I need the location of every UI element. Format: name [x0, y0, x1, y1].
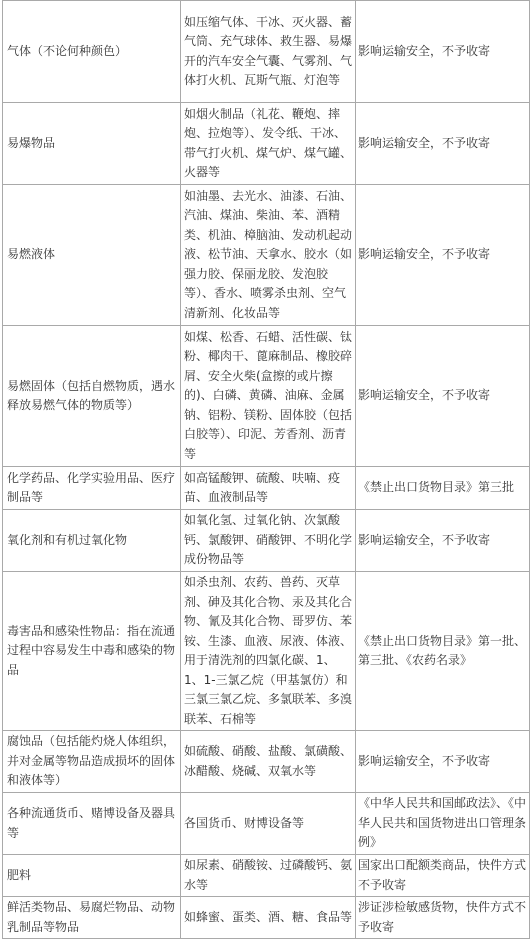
examples-cell: 各国货币、财博设备等	[181, 793, 356, 855]
examples-cell: 如压缩气体、干冰、灭火器、蓄气筒、充气球体、救生器、易爆开的汽车安全气囊、气雾剂、气体打火机、瓦斯气瓶、灯泡等	[181, 1, 356, 103]
table-row	[3, 793, 530, 855]
category-cell: 化学药品、化学实验用品、医疗制品等	[3, 467, 181, 510]
examples-cell: 如硫酸、硝酸、盐酸、氯磺酸、冰醋酸、烧碱、双氧水等	[181, 731, 356, 793]
reason-cell: 影响运输安全，不予收寄	[356, 731, 530, 793]
examples-cell: 如蜂蜜、蛋类、酒、糖、食品等	[181, 897, 356, 939]
examples-cell: 如氧化氢、过氧化钠、次氯酸钙、氯酸钾、硝酸钾、不明化学成份物品等	[181, 510, 356, 572]
examples-cell: 如油墨、去光水、油漆、石油、汽油、煤油、柴油、苯、酒精类、机油、樟脑油、发动机起动液、松节油、天拿水、胶水（如强力胶、保丽龙胶、发泡胶等）、香水、喷雾杀虫剂、空气清新剂、化妆品等	[181, 185, 356, 326]
reason-cell: 影响运输安全，不予收寄	[356, 326, 530, 467]
category-cell: 各种流通货币、赌博设备及器具等	[3, 793, 181, 855]
category-cell: 鲜活类物品、易腐烂物品、动物乳制品等物品	[3, 897, 181, 939]
table-row	[3, 103, 530, 185]
category-cell: 易燃液体	[3, 185, 181, 326]
examples-cell: 如尿素、硝酸铵、过磷酸钙、氨水等	[181, 855, 356, 897]
table-row	[3, 326, 530, 467]
category-cell: 易燃固体（包括自燃物质，遇水释放易燃气体的物质等）	[3, 326, 181, 467]
reason-cell: 影响运输安全，不予收寄	[356, 1, 530, 103]
table-row	[3, 510, 530, 572]
table-row	[3, 897, 530, 939]
table-row	[3, 731, 530, 793]
category-cell: 氧化剂和有机过氧化物	[3, 510, 181, 572]
category-cell: 肥料	[3, 855, 181, 897]
category-cell: 气体（不论何种颜色）	[3, 1, 181, 103]
table-row	[3, 572, 530, 731]
reason-cell: 影响运输安全，不予收寄	[356, 103, 530, 185]
category-cell: 腐蚀品（包括能灼烧人体组织，并对金属等物品造成损坏的固体和液体等）	[3, 731, 181, 793]
reason-cell: 影响运输安全，不予收寄	[356, 185, 530, 326]
table-row	[3, 1, 530, 103]
table-row	[3, 855, 530, 897]
category-cell: 毒害品和感染性物品：指在流通过程中容易发生中毒和感染的物品	[3, 572, 181, 731]
reason-cell: 国家出口配额类商品，快件方式不予收寄	[356, 855, 530, 897]
table-row	[3, 185, 530, 326]
examples-cell: 如煤、松香、石蜡、活性碳、钛粉、椰肉干、蓖麻制品、橡胶碎屑、安全火柴(盒擦的或片擦的)、白磷、黄磷、油麻、金属钠、铝粉、镁粉、固体胶（包括白胶等）、印泥、芳香剂、沥青等	[181, 326, 356, 467]
prohibited-items-table	[2, 0, 530, 939]
reason-cell: 《禁止出口货物目录》第三批	[356, 467, 530, 510]
reason-cell: 《中华人民共和国邮政法》、《中华人民共和国货物进出口管理条例》	[356, 793, 530, 855]
table-row	[3, 467, 530, 510]
reason-cell: 《禁止出口货物目录》第一批、第三批、《农药名录》	[356, 572, 530, 731]
category-cell: 易爆物品	[3, 103, 181, 185]
examples-cell: 如高锰酸钾、硫酸、呋喃、疫苗、血液制品等	[181, 467, 356, 510]
examples-cell: 如杀虫剂、农药、兽药、灭草剂、砷及其化合物、汞及其化合物、氰及其化合物、哥罗仿、苯铵、生漆、血液、尿液、体液、用于清洗剂的四氯化碳、1、1、1-三氯乙烷（甲基氯仿）和三氯三氯乙烷、多氯联苯、多溴联苯、石棉等	[181, 572, 356, 731]
reason-cell: 影响运输安全，不予收寄	[356, 510, 530, 572]
examples-cell: 如烟火制品（礼花、鞭炮、摔炮、拉炮等）、发令纸、干冰、带气打火机、煤气炉、煤气罐、火器等	[181, 103, 356, 185]
reason-cell: 涉证涉检敏感货物，快件方式不予收寄	[356, 897, 530, 939]
